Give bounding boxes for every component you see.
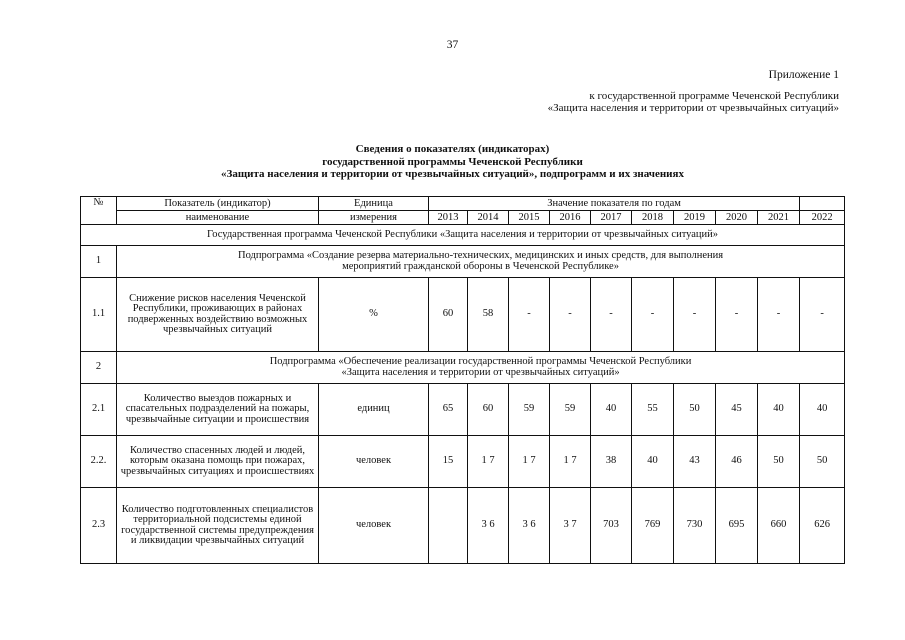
row-2-3-value-2020: 695 <box>716 488 758 564</box>
row-1-1-value-2017: - <box>591 278 632 352</box>
row-1-1-value-2014: 58 <box>468 278 509 352</box>
row-2-3-num: 2.3 <box>81 488 117 564</box>
document-heading <box>0 143 905 181</box>
row-2-3-name: Количество подготовленных специалистов территориальной подсистемы единой государственной системы предупреждения и ликвидации чрезвычайных ситуаций <box>117 488 319 564</box>
row-2-2-value-2015: 1 7 <box>509 436 550 488</box>
subprogram-1-row <box>81 246 845 278</box>
row-2-1-name: Количество выездов пожарных и спасательных подразделений на пожары, чрезвычайные ситуации и происшествия <box>117 384 319 436</box>
header-num: № <box>81 197 117 225</box>
year-2015: 2015 <box>509 211 550 225</box>
row-1-1-value-2020: - <box>716 278 758 352</box>
subprogram-1-title <box>117 246 845 278</box>
table-row-2-3 <box>81 488 845 564</box>
row-2-3-value-2017: 703 <box>591 488 632 564</box>
heading-line-2: государственной программы Чеченской Республики <box>322 155 583 168</box>
appendix-line-2: «Защита населения и территории от чрезвычайных ситуаций» <box>547 102 839 114</box>
row-2-1-value-2022: 40 <box>800 384 845 436</box>
row-2-2-value-2018: 40 <box>632 436 674 488</box>
year-2021: 2021 <box>758 211 800 225</box>
row-2-2-value-2022: 50 <box>800 436 845 488</box>
row-2-1-value-2015: 59 <box>509 384 550 436</box>
row-2-1-value-2018: 55 <box>632 384 674 436</box>
row-2-1-value-2021: 40 <box>758 384 800 436</box>
row-1-1-value-2021: - <box>758 278 800 352</box>
row-1-1-num: 1.1 <box>81 278 117 352</box>
row-2-3-value-2015: 3 6 <box>509 488 550 564</box>
table-row-2-1 <box>81 384 845 436</box>
subprogram-1-num: 1 <box>81 246 117 278</box>
row-1-1-value-2015: - <box>509 278 550 352</box>
year-2014: 2014 <box>468 211 509 225</box>
program-row <box>81 225 845 246</box>
year-2022: 2022 <box>800 211 845 225</box>
row-1-1-value-2019: - <box>674 278 716 352</box>
row-2-1-value-2017: 40 <box>591 384 632 436</box>
header-values-top: Значение показателя по годам <box>429 197 800 211</box>
year-2017: 2017 <box>591 211 632 225</box>
row-1-1-unit: % <box>319 278 429 352</box>
header-unit-top: Единица <box>319 197 429 211</box>
year-2020: 2020 <box>716 211 758 225</box>
row-2-1-value-2020: 45 <box>716 384 758 436</box>
row-2-1-value-2016: 59 <box>550 384 591 436</box>
subprogram-1-line-1: Подпрограмма «Создание резерва материально-технических, медицинских и иных средств, для выполнения <box>238 250 724 261</box>
appendix-block <box>548 69 839 115</box>
row-2-2-value-2013: 15 <box>429 436 468 488</box>
indicators-table <box>80 196 845 564</box>
row-2-2-value-2016: 1 7 <box>550 436 591 488</box>
row-2-1-value-2019: 50 <box>674 384 716 436</box>
row-2-2-num: 2.2. <box>81 436 117 488</box>
row-2-3-value-2021: 660 <box>758 488 800 564</box>
row-1-1-name: Снижение рисков населения Чеченской Республики, проживающих в районах подверженных воздействию возможных чрезвычайных ситуаций <box>117 278 319 352</box>
header-values-top-last <box>800 197 845 211</box>
row-2-1-value-2014: 60 <box>468 384 509 436</box>
header-row-bottom <box>81 211 845 225</box>
row-1-1-value-2022: - <box>800 278 845 352</box>
heading-line-1: Сведения о показателях (индикаторах) <box>355 143 550 155</box>
subprogram-2-num: 2 <box>81 352 117 384</box>
subprogram-1-line-2: мероприятий гражданской обороны в Чеченской Республике» <box>342 260 619 272</box>
year-2013: 2013 <box>429 211 468 225</box>
header-indicator-bottom: наименование <box>117 211 319 225</box>
row-2-3-value-2013 <box>429 488 468 564</box>
row-2-3-value-2016: 3 7 <box>550 488 591 564</box>
table-row-1-1 <box>81 278 845 352</box>
year-2018: 2018 <box>632 211 674 225</box>
row-2-2-value-2021: 50 <box>758 436 800 488</box>
header-unit-bottom: измерения <box>319 211 429 225</box>
row-2-2-name: Количество спасенных людей и людей, которым оказана помощь при пожарах, чрезвычайных ситуациях и происшествиях <box>117 436 319 488</box>
row-2-3-value-2018: 769 <box>632 488 674 564</box>
header-indicator-top: Показатель (индикатор) <box>117 197 319 211</box>
row-1-1-value-2013: 60 <box>429 278 468 352</box>
row-2-1-value-2013: 65 <box>429 384 468 436</box>
row-2-3-value-2014: 3 6 <box>468 488 509 564</box>
heading-line-3: «Защита населения и территории от чрезвычайных ситуаций», подпрограмм и их значениях <box>221 168 684 180</box>
row-2-2-value-2020: 46 <box>716 436 758 488</box>
year-2016: 2016 <box>550 211 591 225</box>
row-2-3-value-2019: 730 <box>674 488 716 564</box>
row-2-2-value-2014: 1 7 <box>468 436 509 488</box>
row-2-3-unit: человек <box>319 488 429 564</box>
subprogram-2-title <box>117 352 845 384</box>
row-2-1-unit: единиц <box>319 384 429 436</box>
row-2-3-value-2022: 626 <box>800 488 845 564</box>
subprogram-2-line-2: «Защита населения и территории от чрезвычайных ситуаций» <box>341 366 620 378</box>
row-1-1-value-2018: - <box>632 278 674 352</box>
header-row-top <box>81 197 845 211</box>
year-2019: 2019 <box>674 211 716 225</box>
row-2-1-num: 2.1 <box>81 384 117 436</box>
appendix-line-1: к государственной программе Чеченской Республики <box>589 89 839 102</box>
program-title: Государственная программа Чеченской Республики «Защита населения и территории от чрезвычайных ситуаций» <box>81 225 845 246</box>
row-2-2-value-2019: 43 <box>674 436 716 488</box>
page-number: 37 <box>446 39 459 51</box>
appendix-title: Приложение 1 <box>768 69 839 81</box>
row-2-2-value-2017: 38 <box>591 436 632 488</box>
subprogram-2-row <box>81 352 845 384</box>
table-row-2-2 <box>81 436 845 488</box>
row-2-2-unit: человек <box>319 436 429 488</box>
row-1-1-value-2016: - <box>550 278 591 352</box>
subprogram-2-line-1: Подпрограмма «Обеспечение реализации государственной программы Чеченской Республики <box>269 356 692 367</box>
